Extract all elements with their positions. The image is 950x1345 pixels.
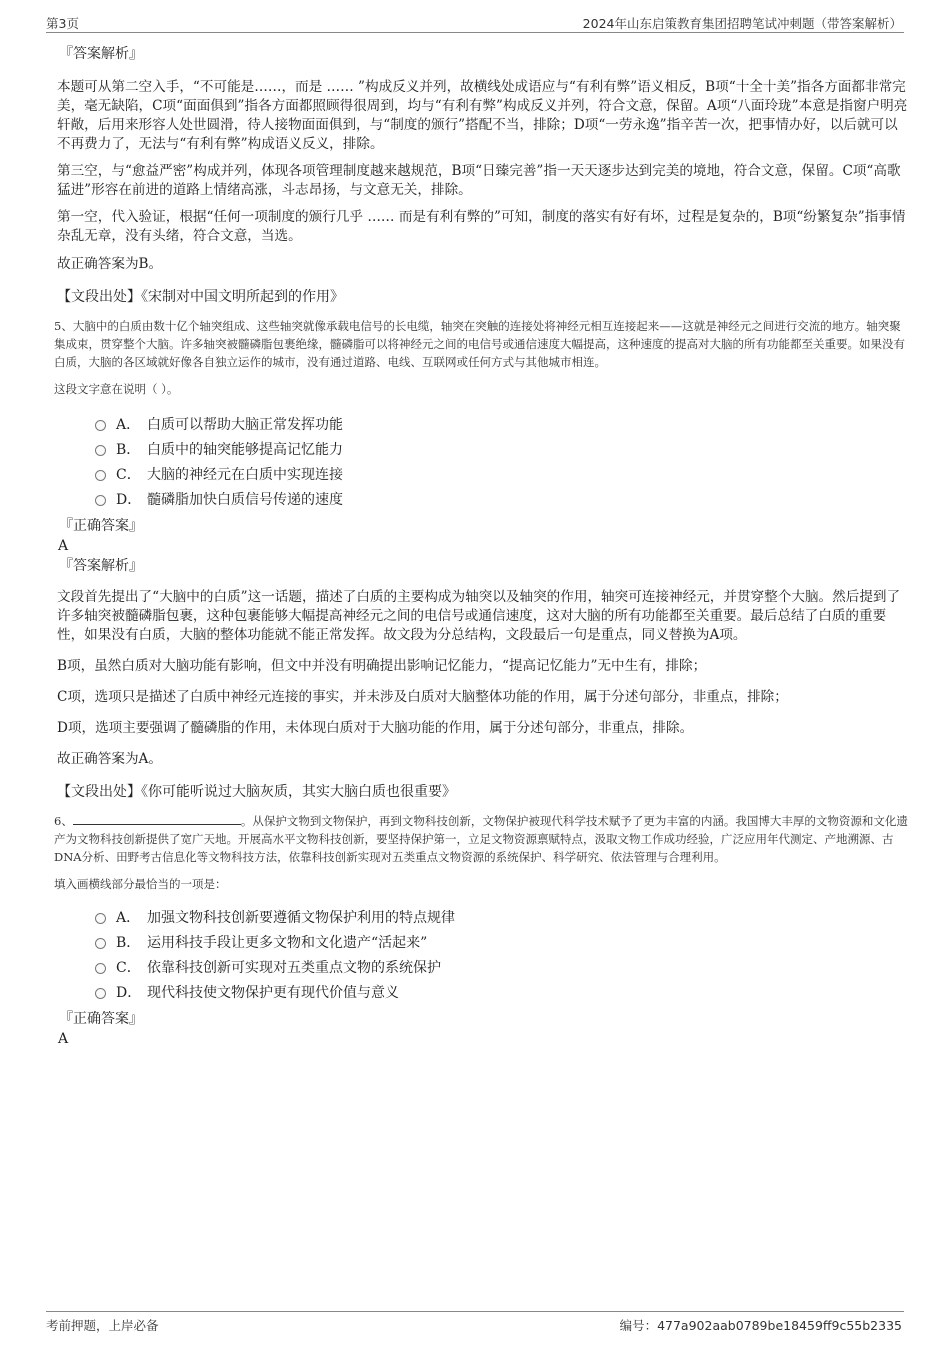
document-title: 2024年山东启策教育集团招聘笔试冲刺题（带答案解析） [582,16,902,31]
page-content [54,44,910,1049]
option-a[interactable]: A． 加强文物科技创新要遵循文物保护利用的特点规律 [95,909,910,928]
option-d[interactable]: D． 现代科技使文物保护更有现代价值与意义 [95,984,910,1003]
correct-answer-label: 『正确答案』 [59,518,143,534]
analysis-paragraph: 第一空，代入验证，根据“任何一项制度的颁行几乎 …… 而是有利有弊的”可知，制度的落实有好有坏，过程是复杂的，B项“纷繁复杂”指事情杂乱无章，没有头绪，符合文意，当选。 [57,209,906,244]
option-c[interactable]: C． 大脑的神经元在白质中实现连接 [95,466,910,485]
question-5-options [57,416,910,510]
option-c[interactable]: C． 依靠科技创新可实现对五类重点文物的系统保护 [95,959,910,978]
question-6-options [57,909,910,1003]
option-b[interactable]: B． 白质中的轴突能够提高记忆能力 [95,441,910,460]
source-citation: 【文段出处】《宋制对中国文明所起到的作用》 [57,289,344,305]
question-5-prompt: 这段文字意在说明（ ）。 [54,382,179,396]
radio-icon[interactable] [95,470,106,481]
radio-icon[interactable] [95,913,106,924]
document-code: 编号：477a902aab0789be18459ff9c55b2335 [619,1318,902,1333]
page-footer [46,1311,904,1336]
radio-icon[interactable] [95,963,106,974]
correct-answer-label: 『正确答案』 [59,1011,143,1027]
radio-icon[interactable] [95,938,106,949]
option-d[interactable]: D． 髓磷脂加快白质信号传递的速度 [95,491,910,510]
footer-slogan: 考前押题，上岸必备 [46,1318,159,1333]
correct-answer-value: A [58,538,69,554]
conclusion-text: 故正确答案为A。 [57,751,162,767]
page-header [46,12,904,33]
question-6-prompt: 填入画横线部分最恰当的一项是： [54,877,227,891]
option-b[interactable]: B． 运用科技手段让更多文物和文化遗产“活起来” [95,934,910,953]
radio-icon[interactable] [95,495,106,506]
radio-icon[interactable] [95,988,106,999]
answer-analysis-label: 『答案解析』 [59,46,143,62]
question-6-text: 6、 。从保护文物到文物保护，再到文物科技创新，文物保护被现代科学技术赋予了更为丰富的内涵。我国博大丰厚的文物资源和文化遗产为文物科技创新提供了宽广天地。开展高水平文物科技创新，要坚持保护第一，立足文物资源禀赋特点，汲取文物工作成功经验，广泛应用年代测定、产地溯源、古DNA分析、田野考古信息化等文物科技方法，依靠科技创新实现对五类重点文物资源的系统保护、科学研究、依法管理与合理利用。 [54,814,908,864]
analysis-paragraph: 第三空，与“愈益严密”构成并列，体现各项管理制度越来越规范，B项“日臻完善”指一天天逐步达到完美的境地，符合文意，保留。C项“高歌猛进”形容在前进的道路上情绪高涨，斗志昂扬，与文意无关，排除。 [57,163,901,198]
analysis-paragraph: 文段首先提出了“大脑中的白质”这一话题，描述了白质的主要构成为轴突以及轴突的作用，轴突可连接神经元，并贯穿整个大脑。然后提到了许多轴突被髓磷脂包裹，这种包裹能够大幅提高神经元之间的电信号或通信速度，这对大脑的所有功能都至关重要。最后总结了白质的重要性，如果没有白质，大脑的整体功能就不能正常发挥。故文段为分总结构，文段最后一句是重点，同义替换为A项。 [57,589,901,643]
analysis-paragraph: C项，选项只是描述了白质中神经元连接的事实，并未涉及白质对大脑整体功能的作用，属于分述句部分，非重点，排除； [57,689,788,705]
conclusion-text: 故正确答案为B。 [57,256,163,272]
option-a[interactable]: A． 白质可以帮助大脑正常发挥功能 [95,416,910,435]
question-5-text: 5、大脑中的白质由数十亿个轴突组成、这些轴突就像承载电信号的长电缆，轴突在突触的连接处将神经元相互连接起来——这就是神经元之间进行交流的地方。轴突聚集成束，贯穿整个大脑。许多轴突被髓磷脂包裹绝缘，髓磷脂可以将神经元之间的电信号或通信速度大幅提高，这种速度的提高对大脑的所有功能都至关重要。如果没有白质，大脑的各区域就好像各自独立运作的城市，没有通过道路、电线、互联网或任何方式与其他城市相连。 [54,319,905,369]
page-number: 第3页 [46,16,79,31]
fill-in-blank [73,812,241,825]
analysis-paragraph: B项，虽然白质对大脑功能有影响，但文中并没有明确提出影响记忆能力，“提高记忆能力”无中生有，排除； [57,658,707,674]
answer-analysis-label: 『答案解析』 [59,558,143,574]
radio-icon[interactable] [95,420,106,431]
radio-icon[interactable] [95,445,106,456]
correct-answer-value: A [58,1031,69,1047]
source-citation: 【文段出处】《你可能听说过大脑灰质，其实大脑白质也很重要》 [57,784,456,800]
analysis-paragraph: 本题可从第二空入手，“不可能是……，而是 …… ”构成反义并列，故横线处成语应与“有利有弊”语义相反，B项“十全十美”指各方面都非常完美，毫无缺陷，C项“面面俱到”指各方面都照顾得很周到，均与“有利有弊”构成反义并列，符合文意，保留。A项“八面玲珑”本意是指窗户明亮轩敞，后用来形容人处世圆滑，待人接物面面俱到，与“制度的颁行”搭配不当，排除；D项“一劳永逸”指辛苦一次，把事情办好，以后就可以不再费力了，无法与“有利有弊”构成语义反义，排除。 [57,79,908,152]
analysis-paragraph: D项，选项主要强调了髓磷脂的作用，未体现白质对于大脑功能的作用，属于分述句部分，非重点，排除。 [57,720,694,736]
